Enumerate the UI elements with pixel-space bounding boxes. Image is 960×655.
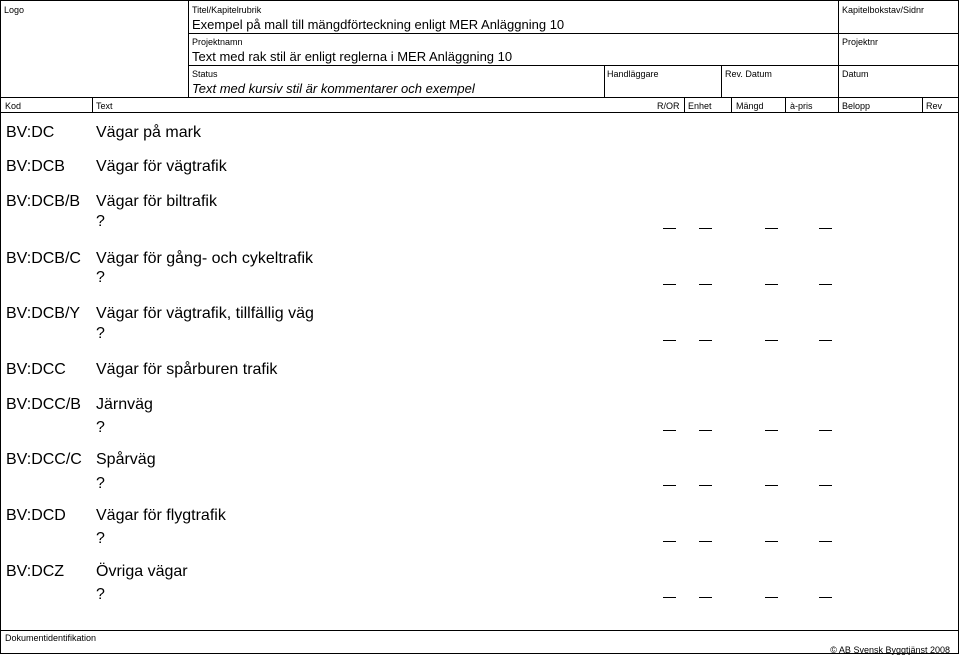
header-rule-2 (188, 65, 959, 66)
row-placeholder: ? (96, 325, 105, 342)
project-name-label: Projektnamn (192, 37, 243, 47)
blank-enhet[interactable] (663, 430, 676, 431)
col-divider-mangd (731, 97, 732, 112)
blank-enhet[interactable] (663, 541, 676, 542)
rev-date-label: Rev. Datum (725, 69, 772, 79)
row-placeholder: ? (96, 586, 105, 603)
row-code: BV:DCB/B (6, 193, 81, 210)
blank-apris[interactable] (765, 340, 778, 341)
row-text: Övriga vägar (96, 563, 188, 580)
project-name-value: Text med rak stil är enligt reglerna i MER Anläggning 10 (192, 49, 513, 64)
date-label: Datum (842, 69, 869, 79)
col-divider-belopp (838, 97, 839, 112)
blank-enhet[interactable] (663, 340, 676, 341)
row-text: Vägar för vägtrafik (96, 158, 227, 175)
blank-apris[interactable] (765, 597, 778, 598)
frame-bottom (0, 653, 959, 654)
row-text: Vägar för vägtrafik, tillfällig väg (96, 305, 314, 322)
chapter-label: Kapitelbokstav/Sidnr (842, 5, 925, 15)
row-code: BV:DCC/B (6, 396, 81, 413)
row-text: Vägar på mark (96, 124, 201, 141)
col-enhet: Enhet (688, 101, 712, 111)
doc-id-label: Dokumentidentifikation (5, 633, 97, 643)
row-text: Vägar för spårburen trafik (96, 361, 278, 378)
title-value: Exempel på mall till mängdförteckning enligt MER Anläggning 10 (192, 17, 565, 32)
col-divider-enhet (684, 97, 685, 112)
col-divider-rev (922, 97, 923, 112)
row-code: BV:DCD (6, 507, 66, 524)
row-code: BV:DCZ (6, 563, 65, 580)
title-label: Titel/Kapitelrubrik (192, 5, 262, 15)
column-header-rule (0, 112, 959, 113)
blank-enhet[interactable] (663, 485, 676, 486)
col-divider-text (92, 97, 93, 112)
blank-apris[interactable] (765, 541, 778, 542)
blank-apris[interactable] (765, 228, 778, 229)
header-divider-revdate (721, 65, 722, 97)
col-belopp: Belopp (842, 101, 871, 111)
blank-mangd[interactable] (699, 284, 712, 285)
col-rev: Rev (926, 101, 943, 111)
col-text: Text (96, 101, 113, 111)
blank-belopp[interactable] (819, 228, 832, 229)
col-ror: R/OR (657, 101, 680, 111)
blank-belopp[interactable] (819, 430, 832, 431)
header-rule-bottom (0, 97, 959, 98)
row-code: BV:DCC/C (6, 451, 82, 468)
row-placeholder: ? (96, 475, 105, 492)
blank-enhet[interactable] (663, 228, 676, 229)
blank-belopp[interactable] (819, 597, 832, 598)
blank-mangd[interactable] (699, 340, 712, 341)
blank-belopp[interactable] (819, 340, 832, 341)
row-placeholder: ? (96, 213, 105, 230)
col-divider-apris (785, 97, 786, 112)
blank-mangd[interactable] (699, 541, 712, 542)
row-code: BV:DC (6, 124, 55, 141)
row-placeholder: ? (96, 419, 105, 436)
blank-belopp[interactable] (819, 485, 832, 486)
row-code: BV:DCC (6, 361, 66, 378)
row-code: BV:DCB/C (6, 250, 81, 267)
header-divider-handler (604, 65, 605, 97)
copyright-text: © AB Svensk Byggtjänst 2008 (830, 645, 950, 655)
frame-left (0, 0, 1, 654)
blank-enhet[interactable] (663, 284, 676, 285)
blank-enhet[interactable] (663, 597, 676, 598)
row-code: BV:DCB (6, 158, 65, 175)
frame-top (0, 0, 959, 1)
col-apris: à-pris (790, 101, 813, 111)
row-text: Vägar för gång- och cykeltrafik (96, 250, 313, 267)
col-kod: Kod (5, 101, 22, 111)
footer-rule (0, 630, 959, 631)
row-code: BV:DCB/Y (6, 305, 81, 322)
blank-mangd[interactable] (699, 597, 712, 598)
row-text: Järnväg (96, 396, 153, 413)
row-text: Vägar för biltrafik (96, 193, 217, 210)
handler-label: Handläggare (607, 69, 659, 79)
header-divider-logo (188, 0, 189, 97)
blank-apris[interactable] (765, 485, 778, 486)
blank-apris[interactable] (765, 284, 778, 285)
status-value: Text med kursiv stil är kommentarer och exempel (192, 81, 475, 96)
frame-right (958, 0, 959, 654)
blank-mangd[interactable] (699, 485, 712, 486)
blank-belopp[interactable] (819, 284, 832, 285)
header-divider-chapter (838, 0, 839, 97)
logo-label: Logo (4, 5, 25, 15)
blank-apris[interactable] (765, 430, 778, 431)
col-mangd: Mängd (736, 101, 764, 111)
blank-mangd[interactable] (699, 430, 712, 431)
project-no-label: Projektnr (842, 37, 879, 47)
row-placeholder: ? (96, 269, 105, 286)
blank-mangd[interactable] (699, 228, 712, 229)
header-rule-1 (188, 33, 959, 34)
blank-belopp[interactable] (819, 541, 832, 542)
row-placeholder: ? (96, 530, 105, 547)
row-text: Spårväg (96, 451, 156, 468)
status-label: Status (192, 69, 218, 79)
row-text: Vägar för flygtrafik (96, 507, 226, 524)
